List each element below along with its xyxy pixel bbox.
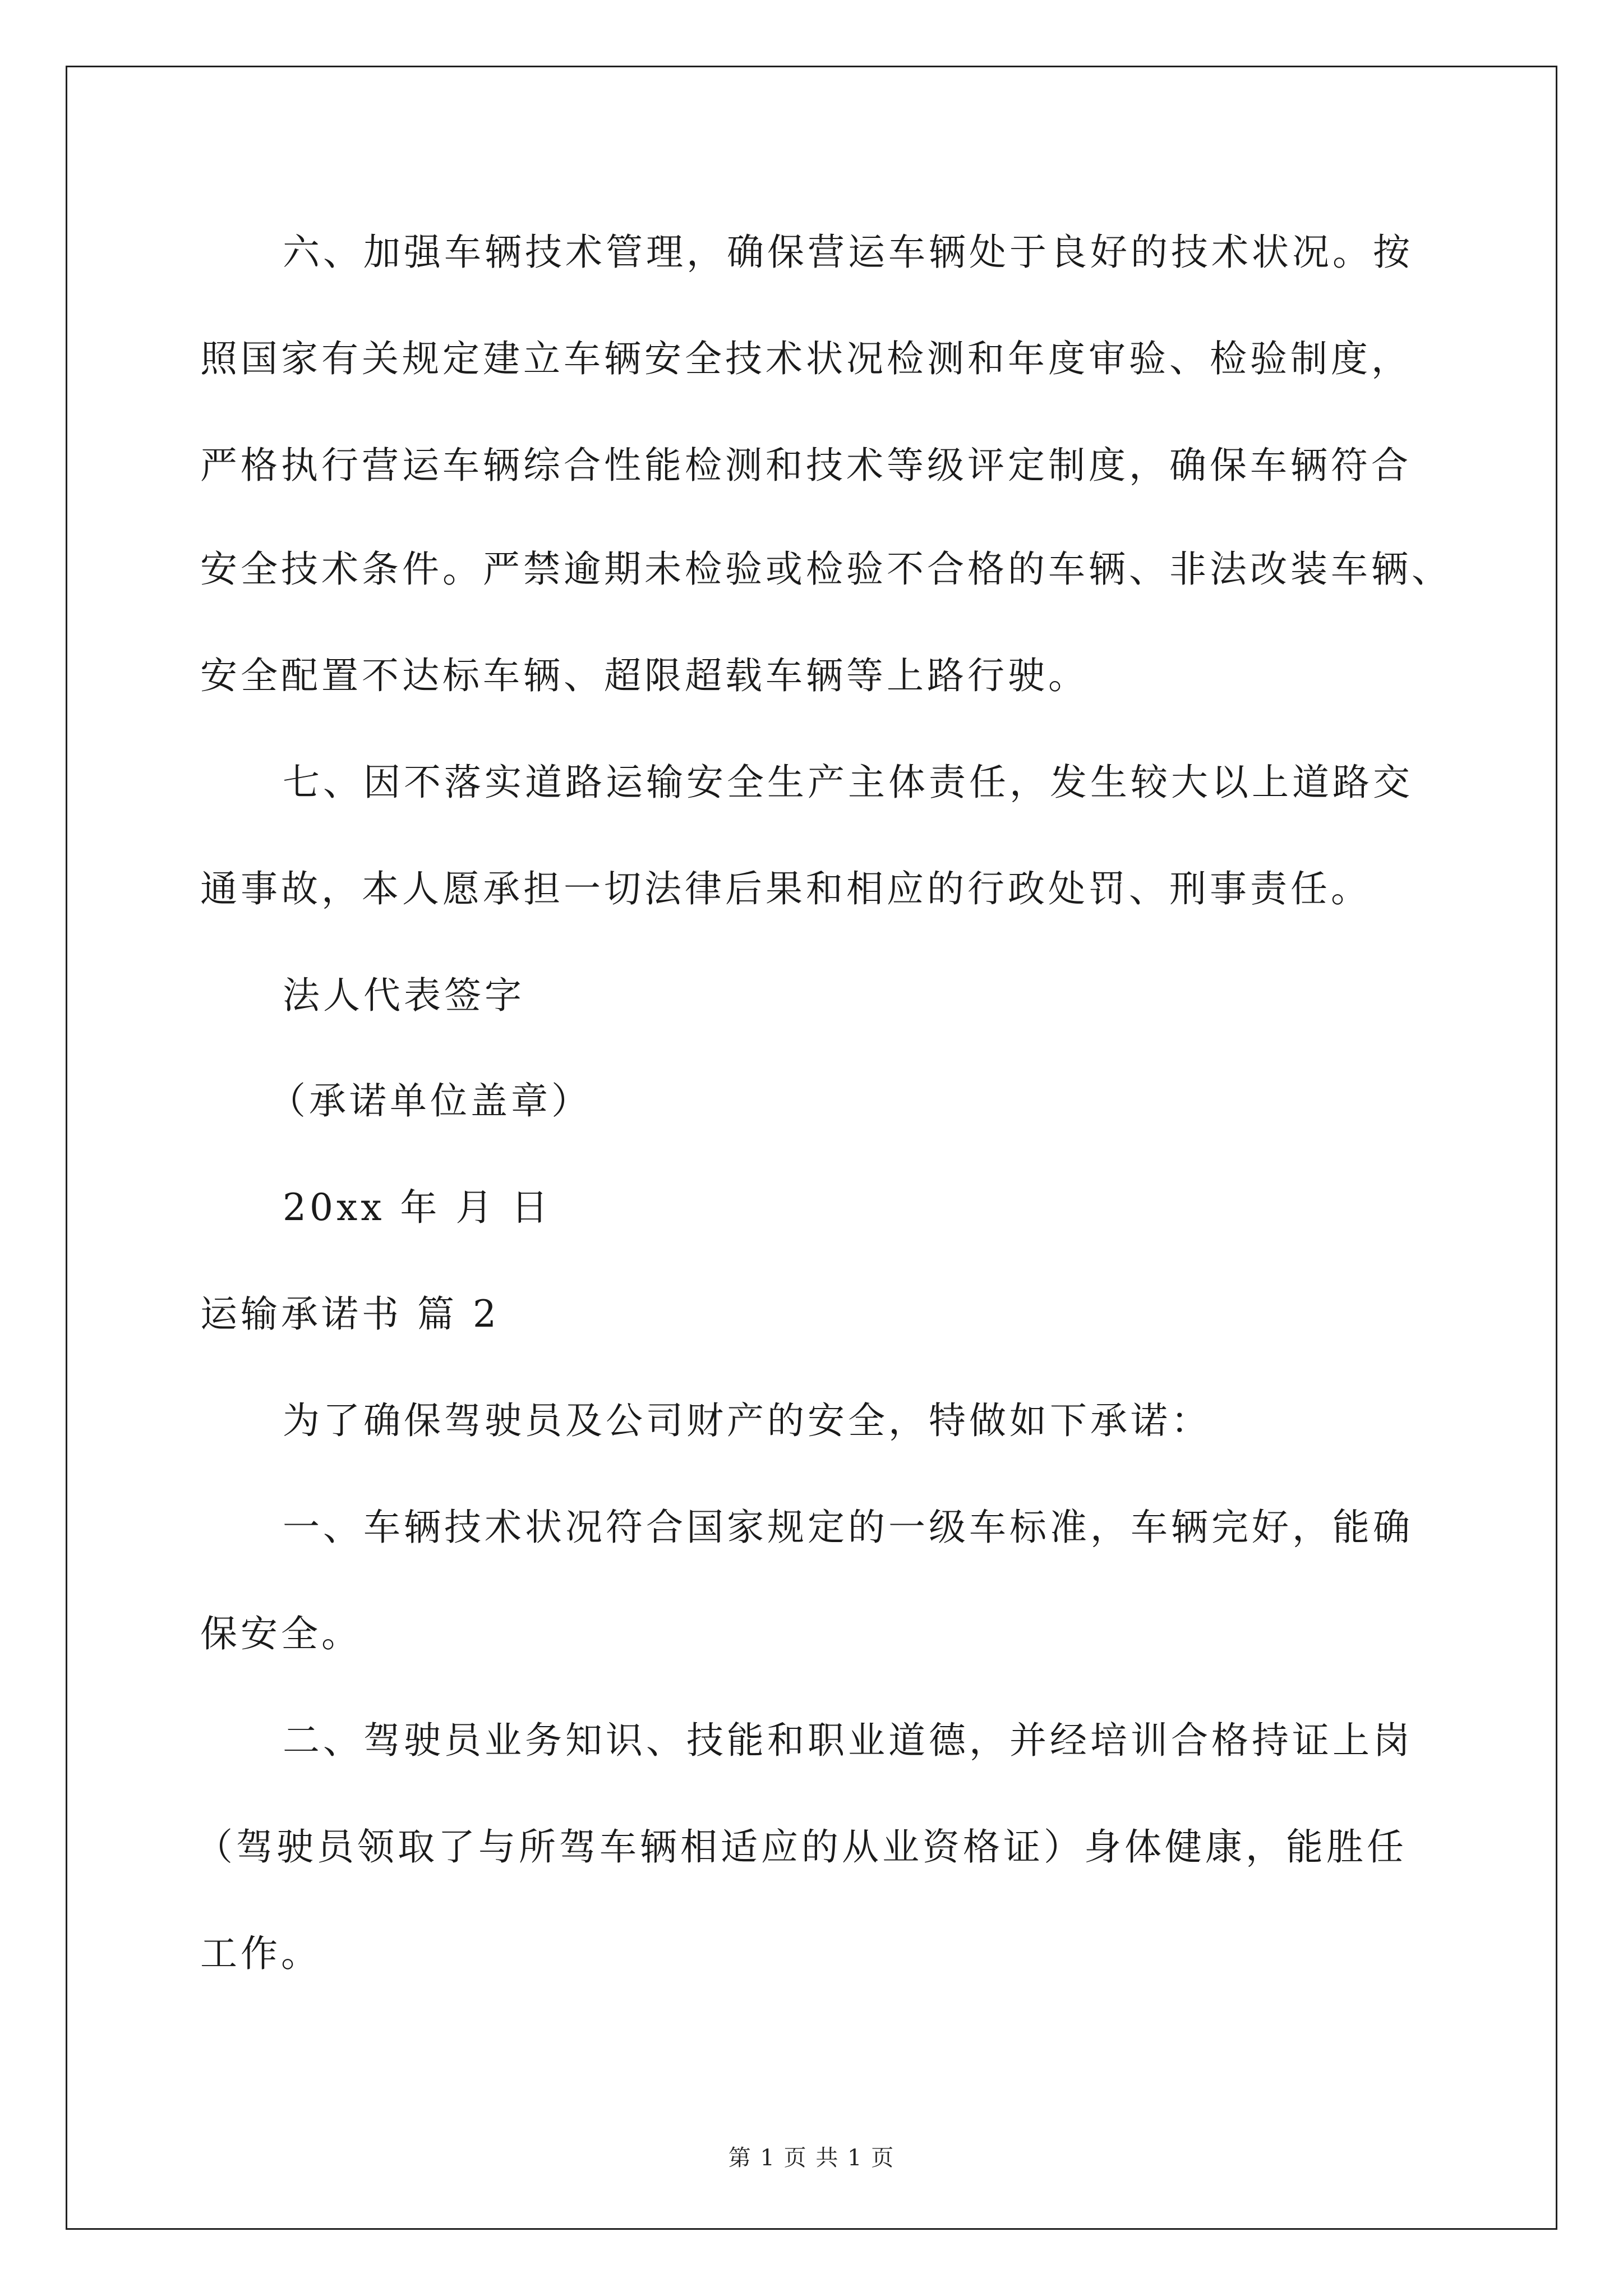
paragraph-6-line-2: 照国家有关规定建立车辆安全技术状况检测和年度审验、检验制度， [200, 337, 1412, 380]
item-2-line-3: 工作。 [200, 1932, 321, 1975]
paragraph-7-line-2: 通事故，本人愿承担一切法律后果和相应的行政处罚、刑事责任。 [200, 867, 1371, 910]
paragraph-6-line-4: 安全技术条件。严禁逾期未检验或检验不合格的车辆、非法改装车辆、 [200, 547, 1452, 591]
paragraph-6-line-1: 六、加强车辆技术管理，确保营运车辆处于良好的技术状况。按 [283, 231, 1413, 274]
paragraph-7-line-1: 七、因不落实道路运输安全生产主体责任，发生较大以上道路交 [283, 761, 1413, 804]
date-line: 20xx 年 月 日 [283, 1186, 552, 1229]
paragraph-6-line-5: 安全配置不达标车辆、超限超载车辆等上路行驶。 [200, 654, 1089, 697]
paragraph-6-line-3: 严格执行营运车辆综合性能检测和技术等级评定制度，确保车辆符合 [200, 444, 1412, 487]
page-border [66, 66, 1557, 2230]
item-1-line-2: 保安全。 [200, 1612, 362, 1655]
item-2-line-2: （驾驶员领取了与所驾车辆相适应的从业资格证）身体健康，能胜任 [196, 1825, 1407, 1869]
seal-label: （承诺单位盖章） [269, 1079, 592, 1122]
intro-paragraph: 为了确保驾驶员及公司财产的安全，特做如下承诺： [283, 1399, 1211, 1442]
page-footer: 第 1 页 共 1 页 [728, 2145, 895, 2171]
section-heading: 运输承诺书 篇 2 [200, 1292, 500, 1336]
item-1-line-1: 一、车辆技术状况符合国家规定的一级车标准，车辆完好，能确 [283, 1506, 1413, 1549]
item-2-line-1: 二、驾驶员业务知识、技能和职业道德，并经培训合格持证上岗 [283, 1719, 1413, 1762]
signature-label: 法人代表签字 [283, 974, 525, 1017]
